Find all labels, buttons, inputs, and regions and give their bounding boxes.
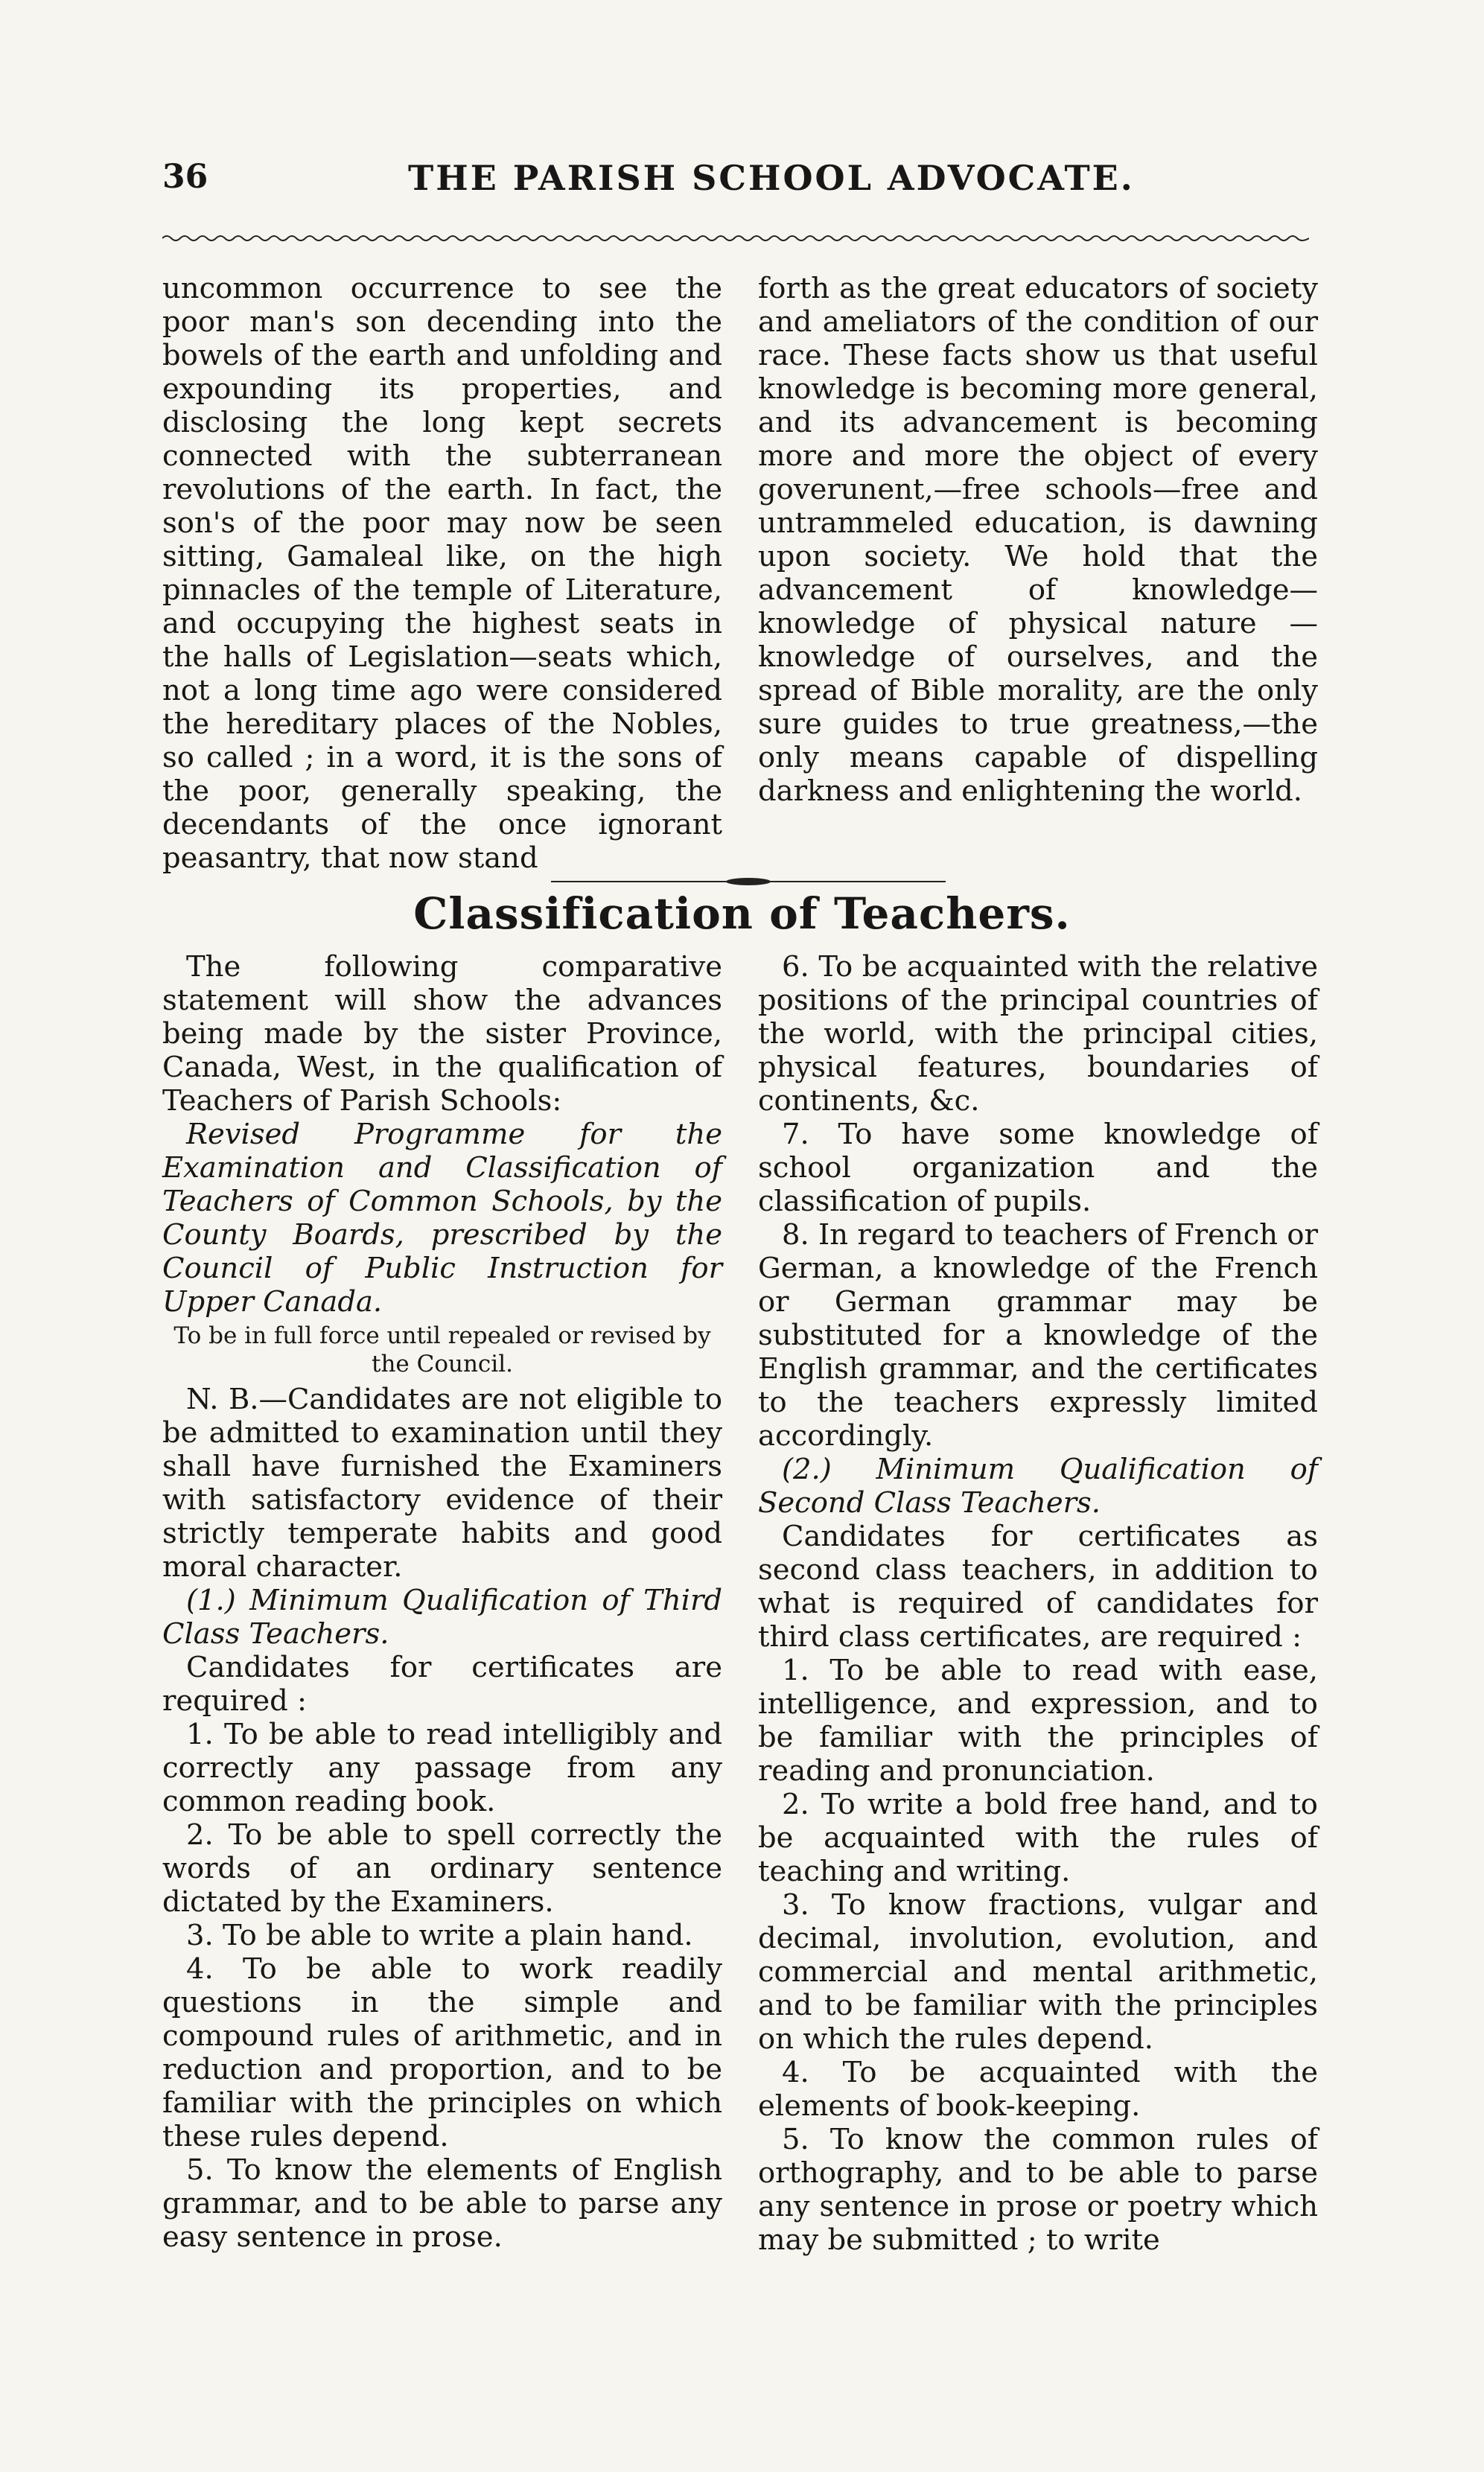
second-class-intro: Candidates for certificates as second class teachers, in addition to what is required of candidates for third class certificates, are required : xyxy=(758,1520,1318,1654)
section-title: Classification of Teachers. xyxy=(413,888,1071,939)
header-rule xyxy=(162,231,1309,246)
top-left-column xyxy=(162,272,722,875)
page-number: 36 xyxy=(162,158,208,196)
third-class-intro: Candidates for certificates are required : xyxy=(162,1651,722,1718)
third-class-item-5: 5. To know the elements of English grammar, and to be able to parse any easy sentence in prose. xyxy=(162,2153,722,2254)
second-class-heading: (2.) Minimum Qualification of Second Class Teachers. xyxy=(758,1453,1318,1520)
third-class-item-3: 3. To be able to write a plain hand. xyxy=(186,1919,693,1952)
page-header xyxy=(162,158,1309,217)
second-class-item-1: 1. To be able to read with ease, intelligence, and expression, and to be familiar with the principles of reading and pronunciation. xyxy=(758,1654,1318,1788)
running-head: THE PARISH SCHOOL ADVOCATE. xyxy=(408,158,1135,198)
second-class-item-4: 4. To be acquainted with the elements of book-keeping. xyxy=(758,2056,1318,2123)
second-class-item-5: 5. To know the common rules of orthography, and to be able to parse any sentence in prose or poetry which may be submitted ; to write xyxy=(758,2123,1318,2257)
third-class-item-2: 2. To be able to spell correctly the words of an ordinary sentence dictated by the Examiners. xyxy=(162,1818,722,1919)
third-class-item-4: 4. To be able to work readily questions in the simple and compound rules of arithmetic, and in reduction and proportion, and to be familiar with the principles on which these rules depend. xyxy=(162,1952,722,2153)
third-class-item-1: 1. To be able to read intelligibly and correctly any passage from any common reading book. xyxy=(162,1718,722,1818)
third-class-item-7: 7. To have some knowledge of school organization and the classification of pupils. xyxy=(758,1118,1318,1218)
intro-paragraph: The following comparative statement will show the advances being made by the sister Province, Canada, West, in the qualification of Teachers of Parish Schools: xyxy=(162,950,722,1118)
third-class-item-6: 6. To be acquainted with the relative positions of the principal countries of the world, with the principal cities, physical features, boundaries of continents, &c. xyxy=(758,950,1318,1118)
section-divider xyxy=(551,876,946,887)
programme-heading: Revised Programme for the Examination and Classification of Teachers of Common Schools, by the County Boards, prescribed by the Council of Public Instruction for Upper Canada. xyxy=(162,1118,722,1319)
third-class-item-8: 8. In regard to teachers of French or German, a knowledge of the French or German grammar may be substituted for a knowledge of the English grammar, and the certificates to the teachers expressly limited accordingly. xyxy=(758,1218,1318,1453)
top-right-text: forth as the great educators of society and ameliators of the condition of our race. These facts show us that useful knowledge is becoming more general, and its advancement is becoming more and more the object of every goverunent,—free schools—free and untrammeled education, is dawning upon society. We hold that the advancement of knowledge—knowledge of physical nature — knowledge of ourselves, and the spread of Bible morality, are the only sure guides to true greatness,—the only means capable of dispelling darkness and enlightening the world. xyxy=(758,272,1318,808)
force-note: To be in full force until repealed or revised by the Council. xyxy=(173,1322,711,1377)
bottom-right-column xyxy=(758,950,1318,2257)
bottom-left-column xyxy=(162,950,722,2254)
second-class-item-3: 3. To know fractions, vulgar and decimal, involution, evolution, and commercial and mental arithmetic, and to be familiar with the principles on which the rules depend. xyxy=(758,1888,1318,2056)
top-right-column xyxy=(758,272,1318,808)
third-class-heading: (1.) Minimum Qualification of Third Class Teachers. xyxy=(162,1584,722,1651)
nb-paragraph: N. B.—Candidates are not eligible to be admitted to examination until they shall have furnished the Examiners with satisfactory evidence of their strictly temperate habits and good moral character. xyxy=(162,1383,722,1584)
second-class-item-2: 2. To write a bold free hand, and to be acquainted with the rules of teaching and writing. xyxy=(758,1788,1318,1888)
top-left-text: uncommon occurrence to see the poor man's son decending into the bowels of the earth and unfolding and expounding its properties, and disclosing the long kept secrets connected with the subterranean revolutions of the earth. In fact, the son's of the poor may now be seen sitting, Gamaleal like, on the high pinnacles of the temple of Literature, and occupying the highest seats in the halls of Legislation—seats which, not a long time ago were considered the hereditary places of the Nobles, so called ; in a word, it is the sons of the poor, generally speaking, the decendants of the once ignorant peasantry, that now stand xyxy=(162,272,722,875)
